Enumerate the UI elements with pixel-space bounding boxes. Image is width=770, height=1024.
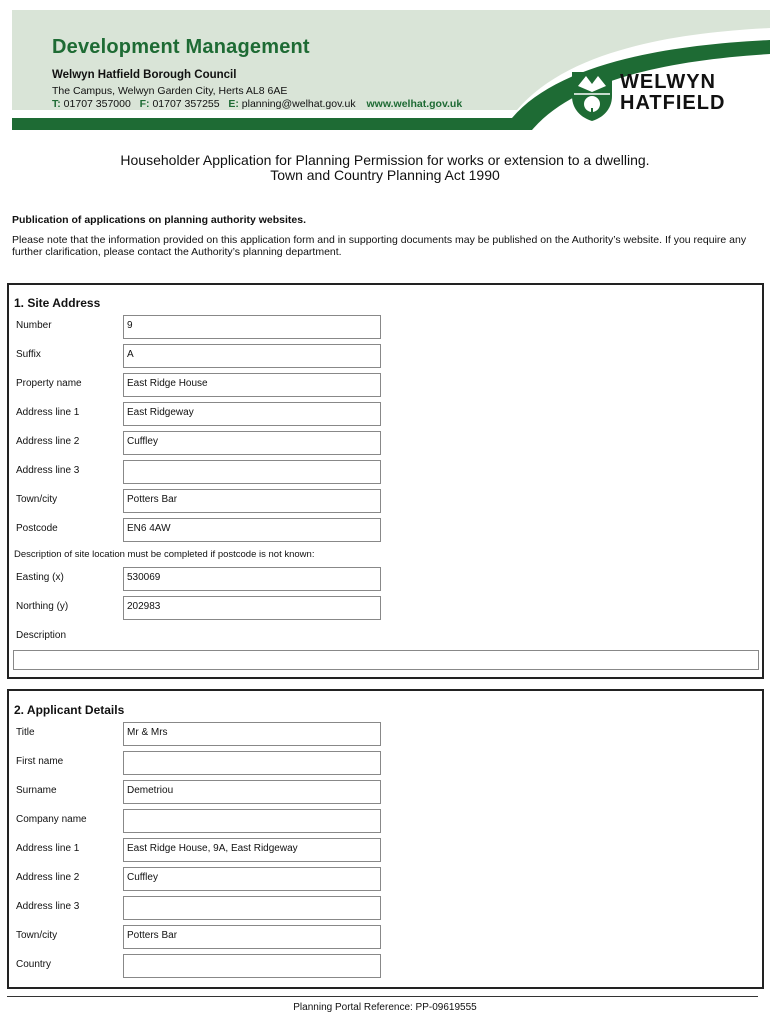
site-address-line-2-input[interactable]: Cuffley <box>123 431 381 455</box>
publication-heading: Publication of applications on planning authority websites. <box>12 214 307 226</box>
field-label: Address line 1 <box>16 843 80 854</box>
form-title <box>0 153 770 183</box>
applicant-details-section <box>7 689 764 989</box>
field-label: Address line 1 <box>16 407 80 418</box>
field-label: Postcode <box>16 523 58 534</box>
applicant-town-row <box>9 925 764 951</box>
applicant-title-row <box>9 722 764 748</box>
tel-number: 01707 357000 <box>63 98 131 110</box>
site-suffix-row <box>9 344 764 370</box>
applicant-country-row <box>9 954 764 980</box>
applicant-address-line-1-row <box>9 838 764 864</box>
site-postcode-input[interactable]: EN6 4AW <box>123 518 381 542</box>
field-label: Suffix <box>16 349 41 360</box>
applicant-address-line-2-input[interactable]: Cuffley <box>123 867 381 891</box>
applicant-address-line-1-input[interactable]: East Ridge House, 9A, East Ridgeway <box>123 838 381 862</box>
council-name: Welwyn Hatfield Borough Council <box>52 69 237 81</box>
site-postcode-row <box>9 518 764 544</box>
applicant-country-input[interactable] <box>123 954 381 978</box>
field-label: Easting (x) <box>16 572 64 583</box>
applicant-first-name-row <box>9 751 764 777</box>
fax-number: 01707 357255 <box>152 98 220 110</box>
site-address-line-3-row <box>9 460 764 486</box>
form-title-line-2: Town and Country Planning Act 1990 <box>270 167 500 183</box>
site-address-line-3-input[interactable] <box>123 460 381 484</box>
form-title-line-1: Householder Application for Planning Permission for works or extension to a dwelling. <box>120 152 650 168</box>
site-number-row <box>9 315 764 341</box>
easting-input[interactable]: 530069 <box>123 567 381 591</box>
email-label: E: <box>228 98 239 110</box>
field-label: Surname <box>16 785 57 796</box>
site-property-name-row <box>9 373 764 399</box>
field-label: First name <box>16 756 64 767</box>
applicant-surname-row <box>9 780 764 806</box>
description-label: Description <box>16 630 67 641</box>
applicant-surname-input[interactable]: Demetriou <box>123 780 381 804</box>
logo-text <box>620 72 725 114</box>
field-label: Address line 2 <box>16 436 80 447</box>
site-suffix-input[interactable]: A <box>123 344 381 368</box>
email-address[interactable]: planning@welhat.gov.uk <box>241 98 356 110</box>
field-label: Title <box>16 727 35 738</box>
description-input[interactable] <box>13 650 759 670</box>
logo-line-2: HATFIELD <box>620 92 726 114</box>
page-header <box>12 10 770 130</box>
northing-input[interactable]: 202983 <box>123 596 381 620</box>
field-label: Town/city <box>16 930 58 941</box>
field-label: Northing (y) <box>16 601 69 612</box>
website-link[interactable]: www.welhat.gov.uk <box>366 98 463 110</box>
publication-text: Please note that the information provided on this application form and in supporting documents may be published on the Authority’s website. If you require any further clarification, please contact the Authority’s planning department. <box>12 234 747 258</box>
field-label: Address line 2 <box>16 872 80 883</box>
applicant-town-input[interactable]: Potters Bar <box>123 925 381 949</box>
section-heading: 1. Site Address <box>14 296 101 310</box>
applicant-company-input[interactable] <box>123 809 381 833</box>
field-label: Number <box>16 320 52 331</box>
field-label: Country <box>16 959 52 970</box>
contact-line <box>52 98 462 110</box>
field-label: Address line 3 <box>16 465 80 476</box>
footer-divider <box>7 996 758 997</box>
easting-row <box>9 567 764 593</box>
site-address-section <box>7 283 764 679</box>
fax-label: F: <box>139 98 150 110</box>
applicant-address-line-3-row <box>9 896 764 922</box>
field-label: Company name <box>16 814 87 825</box>
applicant-address-line-3-input[interactable] <box>123 896 381 920</box>
site-address-line-2-row <box>9 431 764 457</box>
field-label: Address line 3 <box>16 901 80 912</box>
applicant-address-line-2-row <box>9 867 764 893</box>
site-address-line-1-row <box>9 402 764 428</box>
applicant-company-row <box>9 809 764 835</box>
tel-label: T: <box>52 98 61 110</box>
site-location-note: Description of site location must be completed if postcode is not known: <box>14 549 315 560</box>
council-address: The Campus, Welwyn Garden City, Herts AL8 6AE <box>52 85 288 97</box>
shield-icon <box>570 70 614 122</box>
field-label: Property name <box>16 378 82 389</box>
site-town-input[interactable]: Potters Bar <box>123 489 381 513</box>
site-town-row <box>9 489 764 515</box>
site-number-input[interactable]: 9 <box>123 315 381 339</box>
header-title: Development Management <box>52 36 310 58</box>
applicant-title-input[interactable]: Mr & Mrs <box>123 722 381 746</box>
portal-reference: Planning Portal Reference: PP-09619555 <box>293 1002 477 1013</box>
field-label: Town/city <box>16 494 58 505</box>
northing-row <box>9 596 764 622</box>
welwyn-hatfield-logo <box>570 70 770 130</box>
applicant-first-name-input[interactable] <box>123 751 381 775</box>
site-property-name-input[interactable]: East Ridge House <box>123 373 381 397</box>
site-address-line-1-input[interactable]: East Ridgeway <box>123 402 381 426</box>
section-heading: 2. Applicant Details <box>14 703 125 717</box>
logo-line-1: WELWYN <box>620 71 716 93</box>
